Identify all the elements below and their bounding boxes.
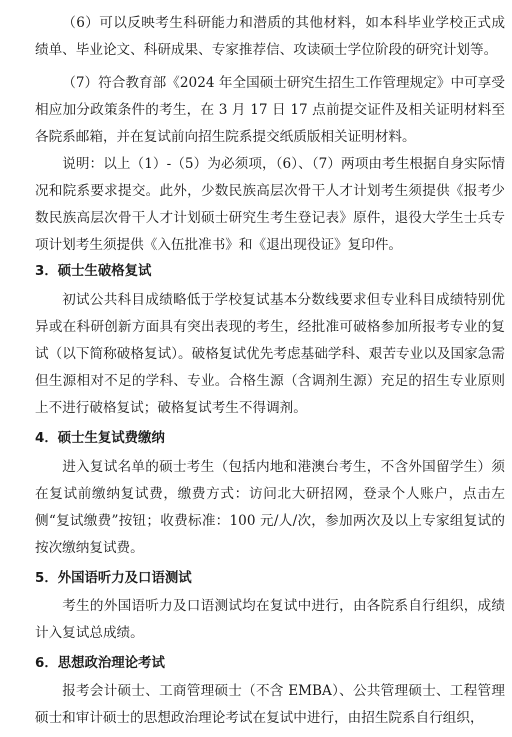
section-body-5: 考生的外国语听力及口语测试均在复试中进行，由各院系自行组织，成绩计入复试总成绩。 [35,598,505,641]
section-heading-5: 5．外国语听力及口语测试 [35,571,192,586]
section-body-4: 进入复试名单的硕士考生（包括内地和港澳台考生，不含外国留学生）须在复试前缴纳复试费，缴费方式：访问北大研招网，登录个人账户，点击左侧“复试缴费”按钮；收费标准：100 元/人/次，参加两次及以上专家组复试的按次缴纳复试费。 [35,459,505,556]
section-body-6: 报考会计硕士、工商管理硕士（不含 EMBA）、公共管理硕士、工程管理硕士和审计硕士的思想政治理论考试在复试中进行，由招生院系自行组织， [35,683,505,726]
section-body-3: 初试公共科目成绩略低于学校复试基本分数线要求但专业科目成绩特别优异或在科研创新方面具有突出表现的考生，经批准可破格参加所报考专业的复试（以下简称破格复试）。破格复试优先考虑基础学科、艰苦专业以及国家急需但生源相对不足的学科、专业。合格生源（含调剂生源）充足的招生专业原则上不进行破格复试；破格复试考生不得调剂。 [35,292,505,416]
section-heading-3: 3．硕士生破格复试 [35,264,152,279]
paragraph-item-6: （6）可以反映考生科研能力和潜质的其他材料，如本科毕业学校正式成绩单、毕业论文、科研成果、专家推荐信、攻读硕士学位阶段的研究计划等。 [35,15,505,58]
section-heading-6: 6．思想政治理论考试 [35,656,165,671]
paragraph-note: 说明：以上（1）-（5）为必须项，（6）、（7）两项由考生根据自身实际情况和院系要求提交。此外，少数民族高层次骨干人才计划考生须提供《报考少数民族高层次骨干人才计划硕士研究生考生登记表》原件，退役大学生士兵专项计划考生须提供《入伍批准书》和《退出现役证》复印件。 [35,156,505,253]
section-heading-4: 4．硕士生复试费缴纳 [35,431,165,446]
paragraph-item-7: （7）符合教育部《2024 年全国硕士研究生招生工作管理规定》中可享受相应加分政策条件的考生，在 3 月 17 日 17 点前提交证件及相关证明材料至各院系邮箱，并在复试前向招生院系提交纸质版相关证明材料。 [35,75,505,145]
